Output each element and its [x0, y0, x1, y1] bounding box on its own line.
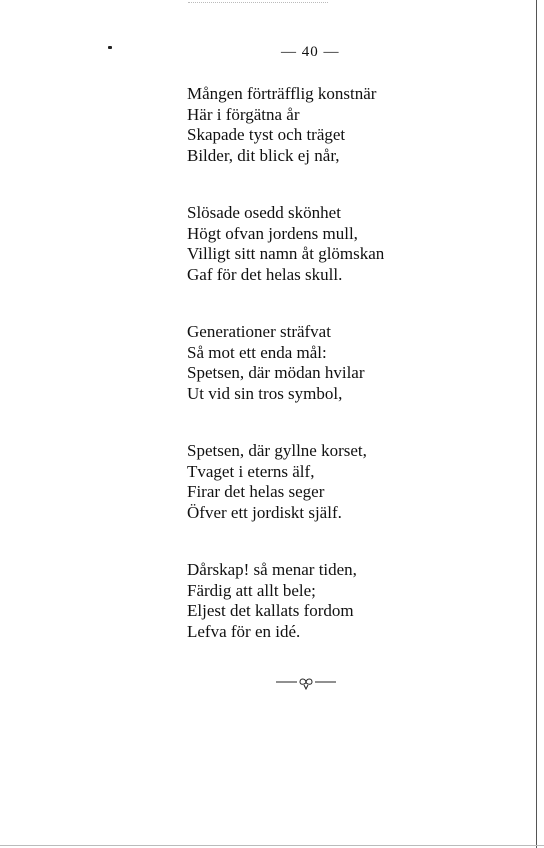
page-number: — 40 —: [281, 44, 340, 60]
poem-line: Här i förgätna år: [187, 104, 300, 124]
poem: [187, 84, 487, 679]
stanza-1: [187, 84, 487, 203]
stanza-5: [187, 560, 487, 679]
scan-edge-bottom: [0, 845, 544, 846]
poem-line: Generationer sträfvat: [187, 322, 331, 341]
poem-line: Ut vid sin tros symbol,: [187, 383, 343, 403]
scan-edge-right: [536, 0, 537, 848]
stanza-4: [187, 441, 487, 560]
poem-line: Spetsen, där gyllne korset,: [187, 441, 367, 460]
poem-line: Mången förträfflig konstnär: [187, 84, 377, 103]
poem-line: Slösade osedd skönhet: [187, 203, 341, 222]
fleuron-divider-icon: [276, 676, 336, 690]
poem-line: Eljest det kallats fordom: [187, 601, 354, 620]
poem-line: Dårskap! så menar tiden,: [187, 560, 357, 579]
poem-line: Villigt sitt namn åt glömskan: [187, 244, 385, 263]
poem-line: Bilder, dit blick ej når,: [187, 145, 340, 165]
stanza-2: [187, 203, 487, 322]
poem-line: Lefva för en idé.: [187, 621, 301, 641]
poem-line: Tvaget i eterns älf,: [187, 461, 315, 481]
poem-line: Spetsen, där mödan hvilar: [187, 363, 365, 382]
poem-line: Så mot ett enda mål:: [187, 342, 327, 362]
poem-line: Högt ofvan jordens mull,: [187, 223, 358, 243]
poem-line: Gaf för det helas skull.: [187, 264, 343, 284]
poem-line: Öfver ett jordiskt själf.: [187, 502, 342, 522]
stanza-3: [187, 322, 487, 441]
poem-line: Färdig att allt bele;: [187, 580, 316, 600]
poem-line: Skapade tyst och träget: [187, 125, 346, 144]
scan-edge-top: [188, 2, 328, 4]
poem-line: Firar det helas seger: [187, 482, 325, 501]
